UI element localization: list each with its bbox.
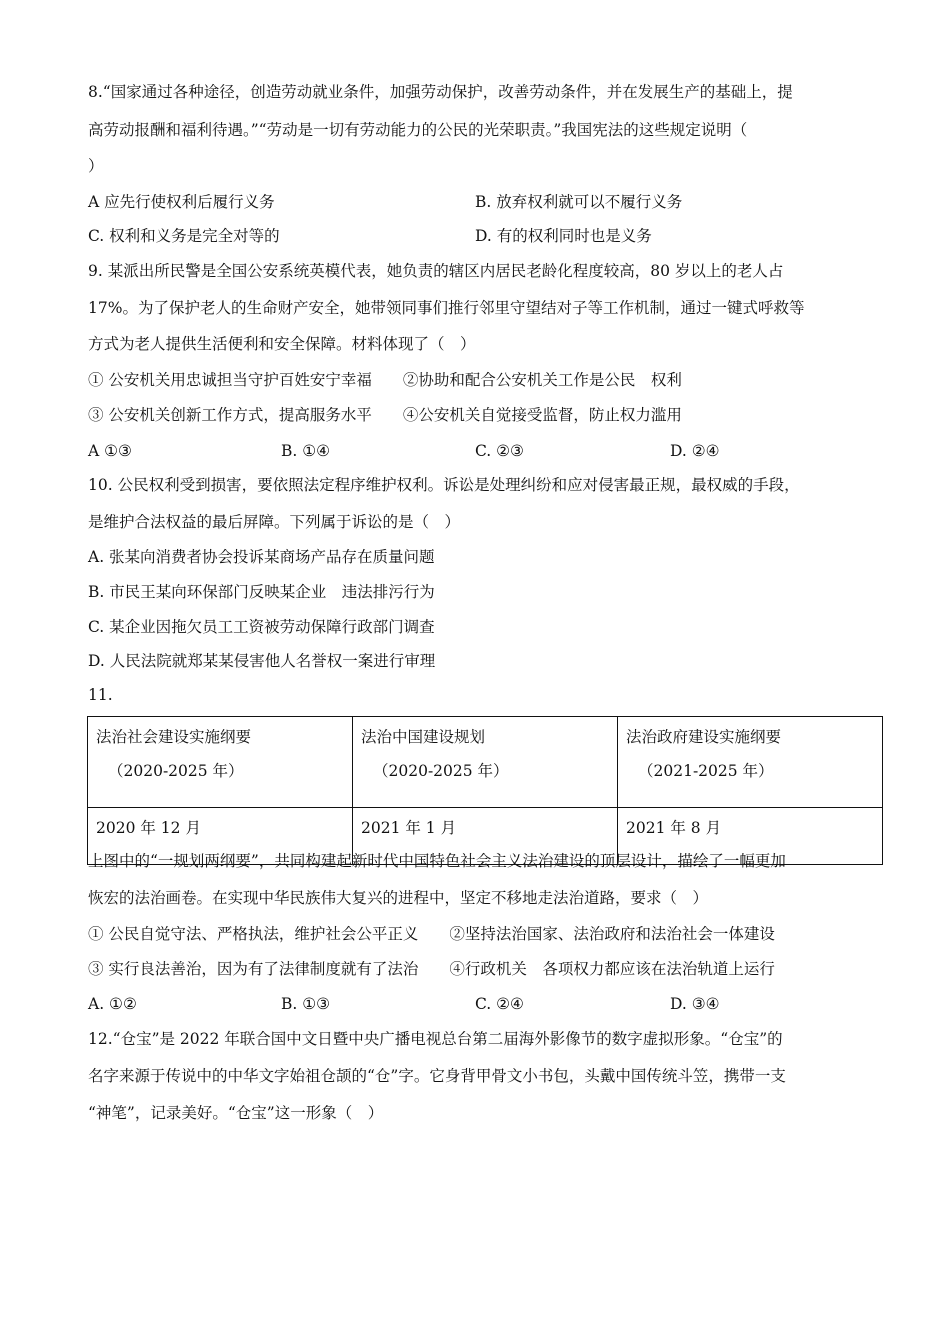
q11-option-d[interactable]: D. ③④ <box>670 995 720 1013</box>
q9-option-d[interactable]: D. ②④ <box>670 442 720 460</box>
q10-option-d[interactable]: D. 人民法院就郑某某侵害他人名誉权一案进行审理 <box>88 652 436 670</box>
q9-option-b[interactable]: B. ①④ <box>281 442 331 460</box>
q9-stem-line2: 17%。为了保护老人的生命财产安全，她带领同事们推行邻里守望结对子等工作机制，通过一键式呼救等 <box>88 299 805 317</box>
q11-stem-line1: 上图中的“一规划两纲要”，共同构建起新时代中国特色社会主义法治建设的顶层设计，描绘了一幅更加 <box>88 852 786 870</box>
q11-option-a[interactable]: A. ①② <box>88 995 137 1013</box>
q8-option-a[interactable]: A 应先行使权利后履行义务 <box>88 193 275 211</box>
table-cell-plan <box>353 717 618 808</box>
q9-statements-12: ① 公安机关用忠诚担当守护百姓安宁幸福 ②协助和配合公安机关工作是公民 权利 <box>88 371 682 389</box>
q11-statements-34: ③ 实行良法善治，因为有了法律制度就有了法治 ④行政机关 各项权力都应该在法治轨道上运行 <box>88 960 775 978</box>
table-cell-date: 2021 年 1 月 <box>353 808 618 865</box>
q12-stem-line1: 12.“仓宝”是 2022 年联合国中文日暨中央广播电视总台第二届海外影像节的数字虚拟形象。“仓宝”的 <box>88 1030 783 1048</box>
q10-option-c[interactable]: C. 某企业因拖欠员工工资被劳动保障行政部门调查 <box>88 618 435 636</box>
q10-stem-line2: 是维护合法权益的最后屏障。下列属于诉讼的是（ ） <box>88 513 461 531</box>
q10-option-b[interactable]: B. 市民王某向环保部门反映某企业 违法排污行为 <box>88 583 435 601</box>
plan-title: 法治中国建设规划 <box>361 728 486 746</box>
plan-title: 法治社会建设实施纲要 <box>96 728 252 746</box>
q9-stem-line3: 方式为老人提供生活便利和安全保障。材料体现了（ ） <box>88 335 476 353</box>
q8-stem-line3: ） <box>88 157 104 175</box>
table-cell-plan <box>618 717 883 808</box>
table-cell-plan <box>88 717 353 808</box>
q11-option-c[interactable]: C. ②④ <box>475 995 524 1013</box>
q9-option-c[interactable]: C. ②③ <box>475 442 524 460</box>
q9-option-a[interactable]: A ①③ <box>88 442 132 460</box>
q11-plan-table <box>87 716 883 865</box>
q11-option-b[interactable]: B. ①③ <box>281 995 331 1013</box>
q11-statements-12: ① 公民自觉守法、严格执法，维护社会公平正义 ②坚持法治国家、法治政府和法治社会一体建设 <box>88 925 775 943</box>
q10-stem-line1: 10. 公民权利受到损害，要依照法定程序维护权利。诉讼是处理纠纷和应对侵害最正规，最权威的手段， <box>88 476 800 494</box>
q8-stem-line2: 高劳动报酬和福利待遇。”“劳动是一切有劳动能力的公民的光荣职责。”我国宪法的这些规定说明（ <box>88 121 748 139</box>
q11-number: 11. <box>88 686 113 704</box>
q9-stem-line1: 9. 某派出所民警是全国公安系统英模代表，她负责的辖区内居民老龄化程度较高，80 岁以上的老人占 <box>88 262 784 280</box>
q8-stem-line1: 8.“国家通过各种途径，创造劳动就业条件，加强劳动保护，改善劳动条件，并在发展生产的基础上，提 <box>88 83 793 101</box>
plan-period: （2020-2025 年） <box>373 762 509 780</box>
q11-stem-line2: 恢宏的法治画卷。在实现中华民族伟大复兴的进程中，坚定不移地走法治道路，要求（ ） <box>88 889 709 907</box>
q8-option-c[interactable]: C. 权利和义务是完全对等的 <box>88 227 280 245</box>
q12-stem-line2: 名字来源于传说中的中华文字始祖仓颉的“仓”字。它身背甲骨文小书包，头戴中国传统斗笠，携带一支 <box>88 1067 786 1085</box>
q9-statements-34: ③ 公安机关创新工作方式，提高服务水平 ④公安机关自觉接受监督，防止权力滥用 <box>88 406 682 424</box>
q12-stem-line3: “神笔”，记录美好。“仓宝”这一形象（ ） <box>88 1104 384 1122</box>
plan-title: 法治政府建设实施纲要 <box>626 728 782 746</box>
table-cell-date: 2021 年 8 月 <box>618 808 883 865</box>
q8-option-b[interactable]: B. 放弃权利就可以不履行义务 <box>475 193 683 211</box>
q10-option-a[interactable]: A. 张某向消费者协会投诉某商场产品存在质量问题 <box>88 548 435 566</box>
q8-option-d[interactable]: D. 有的权利同时也是义务 <box>475 227 652 245</box>
table-cell-date: 2020 年 12 月 <box>88 808 353 865</box>
plan-period: （2021-2025 年） <box>638 762 774 780</box>
plan-period: （2020-2025 年） <box>108 762 244 780</box>
